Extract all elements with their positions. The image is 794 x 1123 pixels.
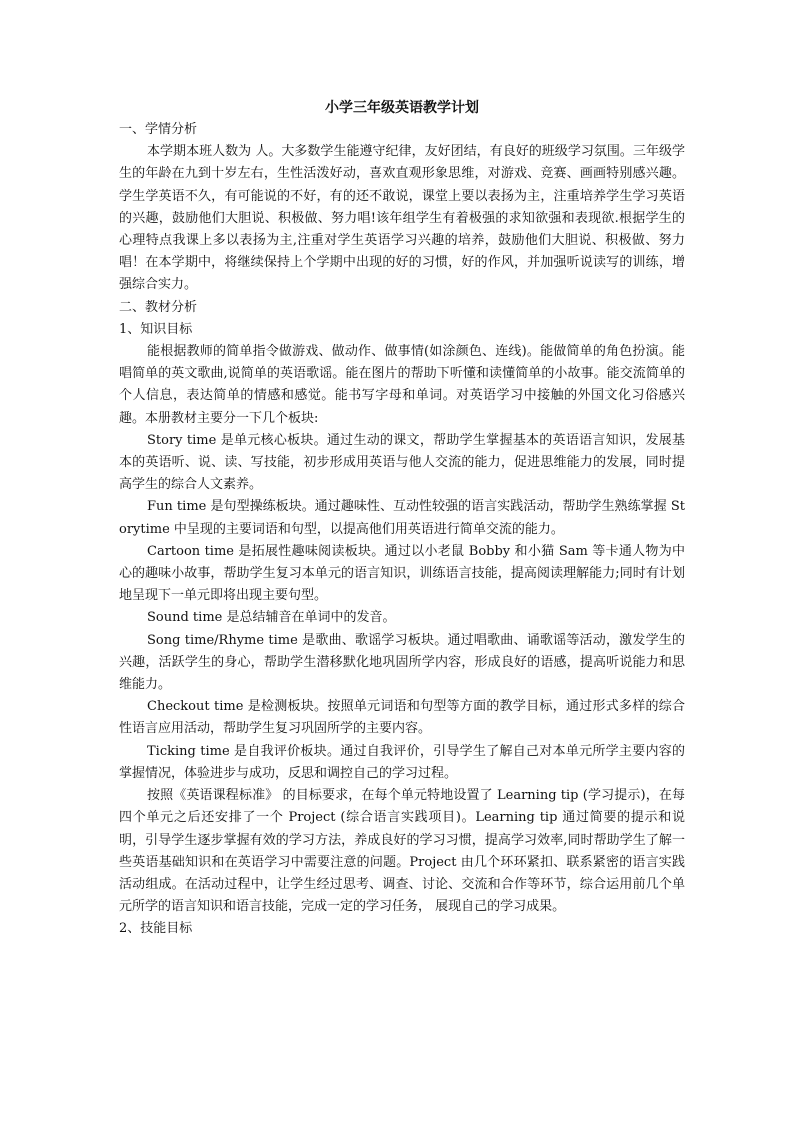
document-page [119, 97, 685, 941]
section-heading-textbook-analysis: 二、教材分析 [119, 299, 198, 315]
paragraph-cartoon-time: Cartoon time 是拓展性趣味阅读板块。通过以小老鼠 Bobby 和小猫 Sam 等卡通人物为中心的趣味小故事，帮助学生复习本单元的语言知识，训练语言技能，提高阅读理解能力;同时有计划地呈现下一单元即将出现主要句型。 [119, 543, 685, 604]
paragraph-checkout-time: Checkout time 是检测板块。按照单元词语和句型等方面的教学目标，通过形式多样的综合性语言应用活动，帮助学生复习巩固所学的主要内容。 [119, 699, 685, 737]
paragraph-ticking-time: Ticking time 是自我评价板块。通过自我评价，引导学生了解自己对本单元所学主要内容的掌握情况，体验进步与成功，反思和调控自己的学习过程。 [119, 743, 685, 781]
subheading-skill-goals: 2、技能目标 [119, 921, 193, 937]
paragraph-song-time: Song time/Rhyme time 是歌曲、歌谣学习板块。通过唱歌曲、诵歌谣等活动，激发学生的兴趣，活跃学生的身心，帮助学生潜移默化地巩固所学内容，形成良好的语感，提高听说能力和思维能力。 [119, 632, 685, 693]
section-heading-learner-analysis: 一、学情分析 [119, 122, 198, 137]
paragraph-learner-analysis: 本学期本班人数为 人。大多数学生能遵守纪律，友好团结，有良好的班级学习氛围。三年级学生的年龄在九到十岁左右，生性活泼好动，喜欢直观形象思维，对游戏、竞赛、画画特别感兴趣。学生学英语不久，有可能说的不好，有的还不敢说，课堂上要以表扬为主，注重培养学生学习英语的兴趣，鼓励他们大胆说、积极做、努力唱!该年组学生有着极强的求知欲强和表现欲.根据学生的心理特点我课上多以表扬为主,注重对学生英语学习兴趣的培养，鼓励他们大胆说、积极做、努力唱！在本学期中，将继续保持上个学期中出现的好的习惯，好的作风，并加强听说读写的训练，增强综合实力。 [119, 144, 685, 293]
paragraph-curriculum-standard: 按照《英语课程标准》 的目标要求，在每个单元特地设置了 Learning tip (学习提示)，在每四个单元之后还安排了一个 Project (综合语言实践项目)。Learning tip 通过简要的提示和说明，引导学生逐步掌握有效的学习方法，养成良好的学习习惯，提高学习效率,同时帮助学生了解一些英语基础知识和在英语学习中需要注意的问题。Project 由几个环环紧扣、联系紧密的语言实践活动组成。在活动过程中，让学生经过思考、调查、讨论、交流和合作等环节，综合运用前几个单元所学的语言知识和语言技能，完成一定的学习任务， 展现自己的学习成果。 [119, 788, 685, 915]
paragraph-knowledge-goals: 能根据教师的简单指令做游戏、做动作、做事情(如涂颜色、连线)。能做简单的角色扮演。能唱简单的英文歌曲,说简单的英语歌谣。能在图片的帮助下听懂和读懂简单的小故事。能交流简单的个人信息，表达简单的情感和感觉。能书写字母和单词。对英语学习中接触的外国文化习俗感兴趣。本册教材主要分一下几个板块: [119, 344, 685, 426]
paragraph-story-time: Story time 是单元核心板块。通过生动的课文，帮助学生掌握基本的英语语言知识，发展基本的英语听、说、读、写技能，初步形成用英语与他人交流的能力，促进思维能力的发展，同时提高学生的综合人文素养。 [119, 432, 685, 493]
document-title: 小学三年级英语教学计划 [325, 100, 479, 116]
paragraph-sound-time: Sound time 是总结辅音在单词中的发音。 [147, 610, 396, 626]
paragraph-fun-time: Fun time 是句型操练板块。通过趣味性、互动性较强的语言实践活动，帮助学生熟练掌握 Storytime 中呈现的主要词语和句型，以提高他们用英语进行简单交流的能力。 [119, 499, 685, 537]
subheading-knowledge-goals: 1、知识目标 [119, 321, 193, 337]
